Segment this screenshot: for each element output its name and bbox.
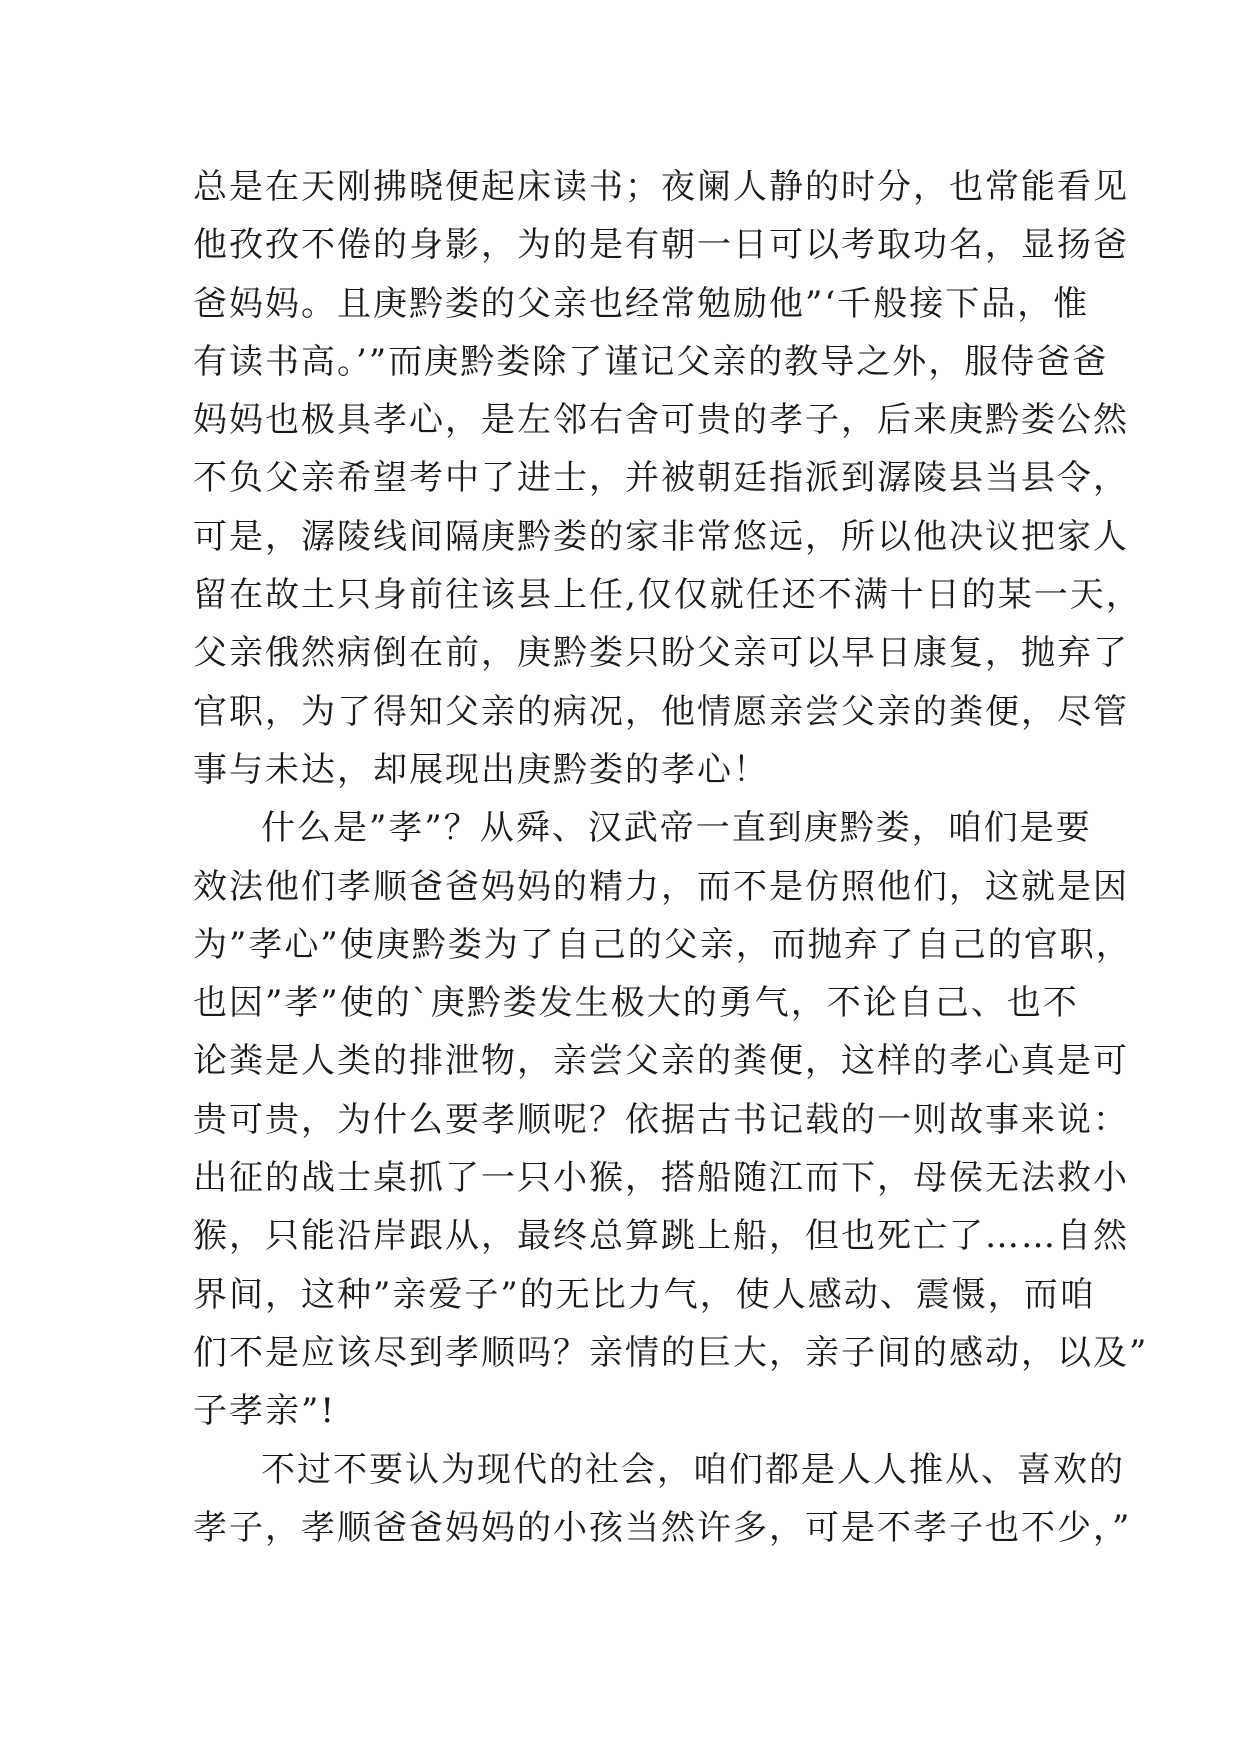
document-body xyxy=(193,158,1149,1557)
text-line: 爸妈妈。且庚黔娄的父亲也经常勉励他”‘千般接下品，惟 xyxy=(193,283,1090,324)
paragraph-1 xyxy=(193,158,1142,799)
text-line: 孝子，孝顺爸爸妈妈的小孩当然许多，可是不孝子也不少，” xyxy=(193,1507,1132,1548)
text-line: 可是，潺陵线间隔庚黔娄的家非常悠远，所以他决议把家人 xyxy=(193,516,1129,557)
paragraph-3 xyxy=(193,1441,1132,1558)
text-line: 出征的战士桌抓了一只小猴，搭船随江而下，母侯无法救小 xyxy=(193,1158,1129,1199)
text-line: 子孝亲”! xyxy=(193,1391,337,1432)
text-line: 也因”孝”使的`庚黔娄发生极大的勇气，不论自己、也不 xyxy=(193,983,1079,1024)
text-line: 不过不要认为现代的社会，咱们都是人人推从、喜欢的 xyxy=(261,1449,1125,1490)
text-line: 不负父亲希望考中了进士，并被朝廷指派到潺陵县当县令， xyxy=(193,458,1129,499)
text-line: 贵可贵，为什么要孝顺呢？依据古书记载的一则故事来说： xyxy=(193,1099,1129,1140)
text-line: 总是在天刚拂晓便起床读书；夜阑人静的时分，也常能看见 xyxy=(193,167,1129,207)
text-line: 们不是应该尽到孝顺吗？亲情的巨大，亲子间的感动，以及” xyxy=(193,1332,1149,1373)
text-line: 猴，只能沿岸跟从，最终总算跳上船，但也死亡了……自然 xyxy=(193,1216,1129,1257)
text-line: 界间，这种”亲爱子”的无比力气，使人感动、震慑，而咱 xyxy=(193,1274,1096,1315)
text-line: 他孜孜不倦的身影，为的是有朝一日可以考取功名，显扬爸 xyxy=(193,225,1129,266)
text-line: 父亲俄然病倒在前，庚黔娄只盼父亲可以早日康复，抛弃了 xyxy=(193,633,1129,674)
text-line: 效法他们孝顺爸爸妈妈的精力，而不是仿照他们，这就是因 xyxy=(193,866,1129,907)
text-line: 妈妈也极具孝心，是左邻右舍可贵的孝子，后来庚黔娄公然 xyxy=(193,400,1129,441)
text-line: 论粪是人类的排泄物，亲尝父亲的粪便，这样的孝心真是可 xyxy=(193,1041,1129,1082)
text-line: 为”孝心”使庚黔娄为了自己的父亲，而抛弃了自己的官职， xyxy=(193,924,1132,965)
text-line: 有读书高。’”而庚黔娄除了谨记父亲的教导之外，服侍爸爸 xyxy=(193,341,1109,382)
paragraph-2 xyxy=(193,799,1149,1440)
text-line: 什么是”孝”？从舜、汉武帝一直到庚黔娄，咱们是要 xyxy=(261,808,1092,849)
text-line: 事与未达，却展现出庚黔娄的孝心！ xyxy=(193,749,769,790)
text-line: 留在故土只身前往该县上任,仅仅就任还不满十日的某一天， xyxy=(193,575,1142,616)
text-line: 官职，为了得知父亲的病况，他情愿亲尝父亲的粪便，尽管 xyxy=(193,691,1129,732)
